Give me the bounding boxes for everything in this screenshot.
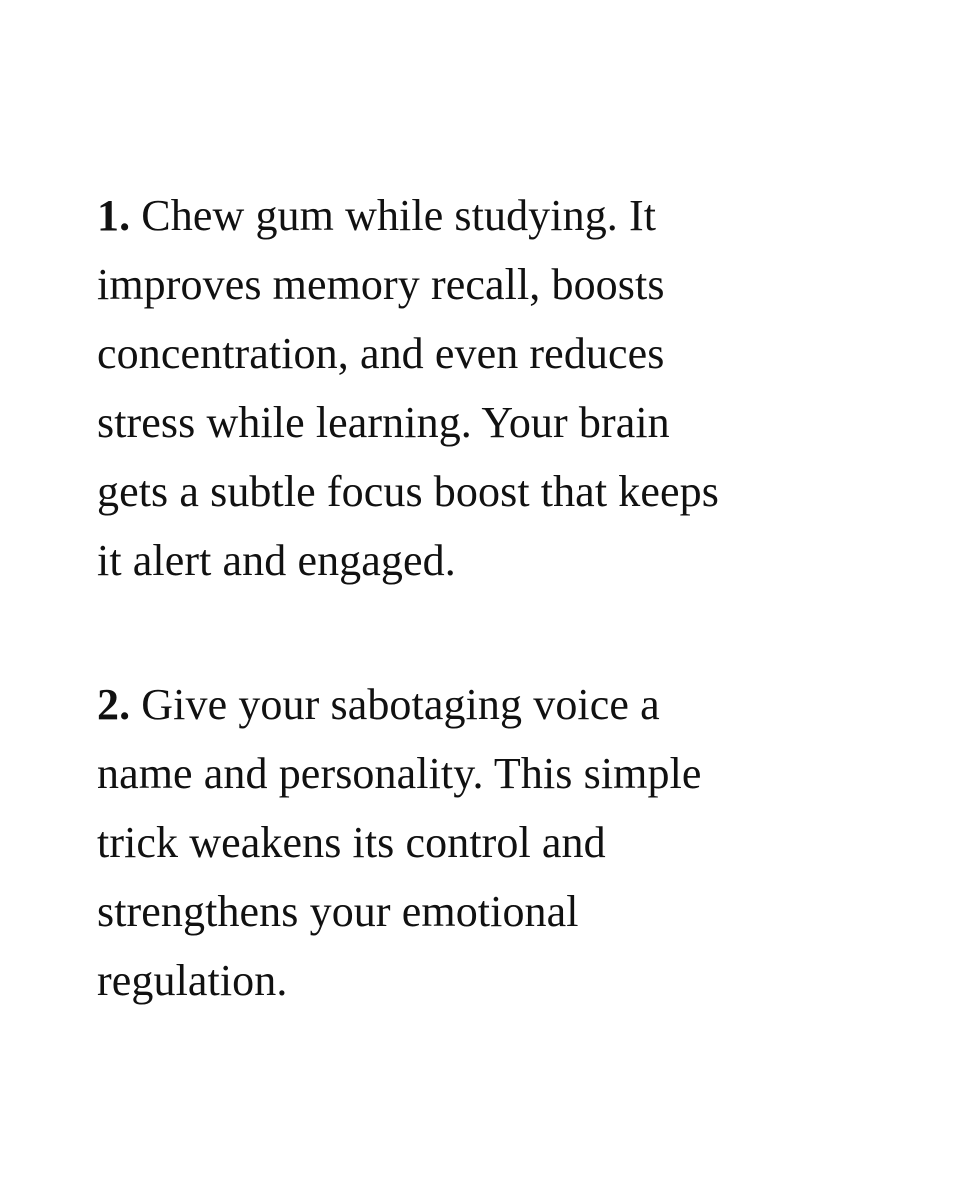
tip-1-line-6: it alert and engaged.	[97, 536, 456, 585]
tip-1-line-1	[97, 181, 897, 250]
tip-1-paragraph	[97, 181, 897, 595]
tip-1-line-3: concentration, and even reduces	[97, 329, 665, 378]
tip-1-line-2: improves memory recall, boosts	[97, 260, 665, 309]
tip-1-text-line-1: Chew gum while studying. It	[130, 191, 657, 240]
tip-2-number: 2.	[97, 680, 131, 729]
tip-2-text-line-1: Give your sabotaging voice a	[130, 680, 660, 729]
tip-2-line-2: name and personality. This simple	[97, 749, 702, 798]
tip-2-paragraph	[97, 670, 897, 1015]
tip-2-line-5: regulation.	[97, 956, 288, 1005]
tip-2-line-3: trick weakens its control and	[97, 818, 606, 867]
tip-1-number: 1.	[97, 191, 131, 240]
tip-1-line-4: stress while learning. Your brain	[97, 398, 670, 447]
tip-2-line-4: strengthens your emotional	[97, 887, 579, 936]
tip-1-line-5: gets a subtle focus boost that keeps	[97, 467, 719, 516]
tip-2-line-1	[97, 670, 897, 739]
